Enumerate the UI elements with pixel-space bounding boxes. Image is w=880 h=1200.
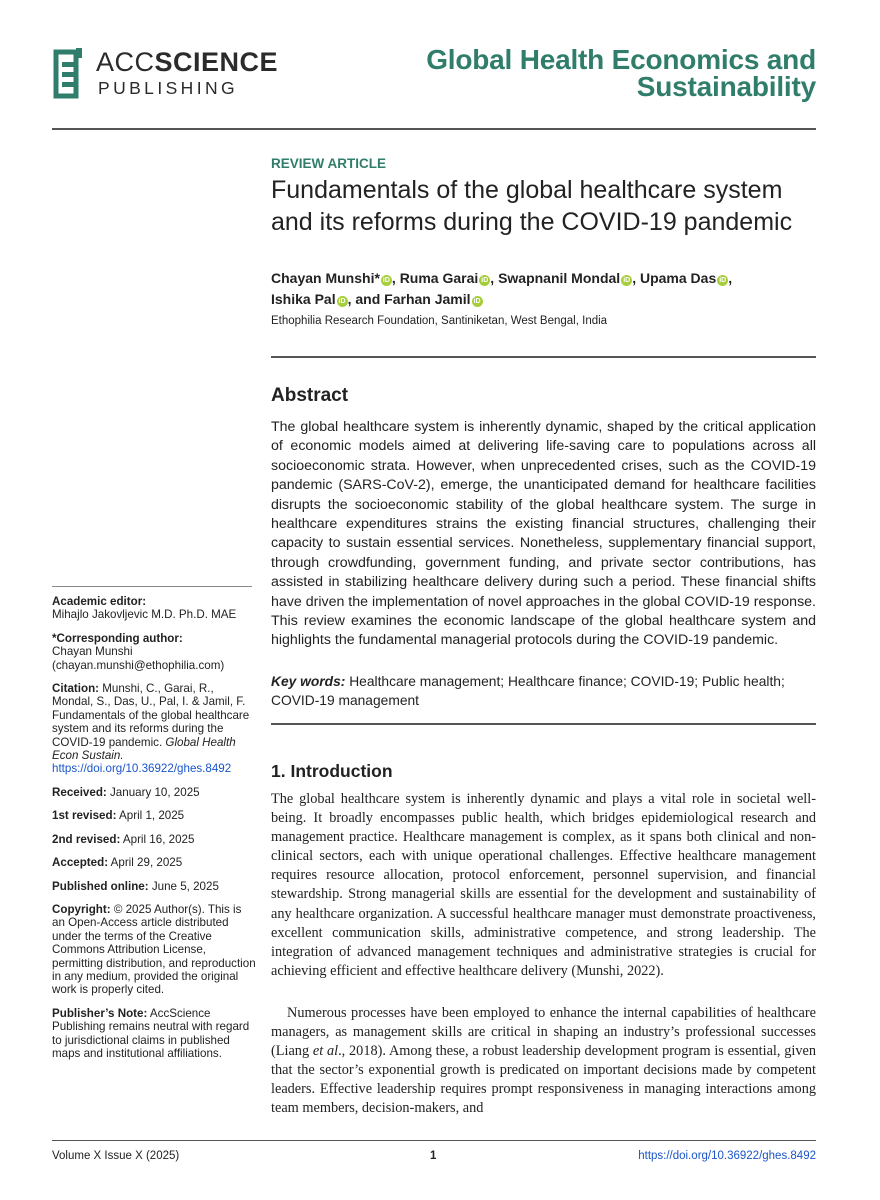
citation: Citation: Munshi, C., Garai, R., Mondal, S., Das, U., Pal, I. & Jamil, F. Fundamentals of the global healthcare system and its reforms during the COVID-19 pandemic. Global Health Econ Sustain. https://doi.org/10.36922/ghes.8492	[52, 682, 250, 776]
orcid-icon[interactable]: iD	[338, 298, 346, 305]
keywords-list: Healthcare management; Healthcare finance; COVID-19; Public health; COVID-19 management	[271, 674, 785, 708]
abstract-divider-top	[271, 356, 816, 358]
body-paragraph: Numerous processes have been employed to enhance the internal capabilities of healthcare managers, as management skills are critical in shaping an industry’s professional successes (Liang et al., 2018). Among these, a robust leadership development program is essential, given that the sector’s exponential growth is predicated on important decisions made by competent leaders. Effective leadership requires prompt responsiveness in managing interactions among team members, decision-makers, and	[271, 1005, 816, 1117]
article-title: Fundamentals of the global healthcare system and its reforms during the COVID-19 pandemic	[271, 176, 793, 236]
orcid-icon[interactable]: iD	[473, 298, 481, 305]
author-name[interactable]: Swapnanil Mondal	[498, 270, 621, 286]
page-number: 1	[430, 1150, 437, 1162]
affiliation: Ethophilia Research Foundation, Santiniketan, West Bengal, India	[271, 315, 608, 327]
article-info-sidebar	[52, 595, 257, 1070]
abstract-heading: Abstract	[271, 385, 349, 406]
keywords	[271, 672, 816, 710]
publisher-name: ACCSCIENCE	[96, 47, 279, 77]
author-name[interactable]: Chayan Munshi*	[271, 270, 380, 286]
author-name[interactable]: Ishika Pal	[271, 291, 336, 307]
author-name[interactable]: Farhan Jamil	[384, 291, 471, 307]
orcid-icon[interactable]: iD	[481, 277, 489, 284]
corresponding-author: *Corresponding author: Chayan Munshi (chayan.munshi@ethophilia.com)	[52, 631, 225, 672]
orcid-icon[interactable]: iD	[719, 277, 727, 284]
revised2-date: 2nd revised: April 16, 2025	[52, 832, 195, 846]
keywords-label: Key words:	[271, 674, 346, 689]
footer-divider	[52, 1140, 816, 1141]
orcid-icon[interactable]: iD	[382, 277, 390, 284]
author-list: Chayan Munshi* iD , Ruma Garai iD , Swapnanil Mondal iD , Upama Das iD , Ishika Pal iD , and Farhan Jamil iD	[271, 270, 733, 307]
publisher-subname: PUBLISHING	[98, 78, 238, 98]
received-date: Received: January 10, 2025	[52, 785, 200, 799]
abstract-text: The global healthcare system is inherently dynamic, shaped by the critical application of economic models aimed at delivering life-saving care to populations across all socioeconomic strata. However, when unprecedented crises, such as the COVID-19 pandemic (SARS-CoV-2), emerge, the unanticipated demand for healthcare facilities disrupts the socioeconomic stability of the global healthcare system. The surge in healthcare expenditures strains the existing financial structures, challenging their capacity to sustain essential services. Nonetheless, supplementary financial support, through crowdfunding, government funding, and private sector contributions, has assisted in stabilizing healthcare delivery during such a period. These financial shifts have driven the implementation of novel approaches in the global COVID-19 response. This review examines the economic landscape of the global healthcare system and highlights the fundamental managerial protocols during the COVID-19 pandemic.	[271, 419, 816, 649]
accepted-date: Accepted: April 29, 2025	[52, 856, 183, 870]
academic-editor: Academic editor: Mihajlo Jakovljevic M.D. Ph.D. MAE	[52, 595, 237, 622]
copyright: Copyright: © 2025 Author(s). This is an Open-Access article distributed under the terms of the Creative Commons Attribution License, permitting distribution, and reproduction in any medium, provided the original work is properly cited.	[52, 902, 256, 997]
abstract-divider-bottom	[271, 723, 816, 725]
publisher-logo	[52, 46, 279, 102]
journal-title: Global Health Economics and Sustainability	[426, 44, 816, 102]
sidebar-divider	[52, 586, 252, 587]
author-name[interactable]: Upama Das	[639, 270, 717, 286]
volume-info: Volume X Issue X (2025)	[52, 1150, 180, 1162]
citation-doi-link[interactable]: https://doi.org/10.36922/ghes.8492	[52, 762, 232, 776]
section-heading: 1. Introduction	[271, 761, 393, 781]
author-email[interactable]: (chayan.munshi@ethophilia.com)	[52, 658, 225, 672]
accscience-logo-icon	[52, 48, 88, 100]
footer-doi-link[interactable]: https://doi.org/10.36922/ghes.8492	[638, 1150, 816, 1162]
body-paragraph: The global healthcare system is inherently dynamic and plays a vital role in societal well-being. It broadly encompasses public health, which bridges epidemiological research and management practice. Healthcare management is complex, as it spans both clinical and non-clinical sectors, each with unique operational challenges. Effective healthcare management requires resource allocation, protocol enforcement, personnel supervision, and financial stewardship. Strong managerial skills are essential for the development and sustainability of any healthcare organization. A successful healthcare manager must demonstrate proactiveness, excellent communication skills, administrative competence, and strong leadership. The integration of advanced management techniques and administrative strategies is crucial for achieving efficient and effective healthcare delivery (Munshi, 2022).	[271, 791, 816, 979]
publisher-note: Publisher’s Note: AccScience Publishing remains neutral with regard to jurisdictional claims in published maps and institutional affiliations.	[52, 1006, 250, 1060]
revised1-date: 1st revised: April 1, 2025	[52, 809, 185, 823]
author-name[interactable]: Ruma Garai	[399, 270, 479, 286]
article-type: REVIEW ARTICLE	[271, 156, 387, 171]
header-divider	[52, 128, 816, 130]
orcid-icon[interactable]: iD	[623, 277, 631, 284]
published-date: Published online: June 5, 2025	[52, 879, 219, 893]
